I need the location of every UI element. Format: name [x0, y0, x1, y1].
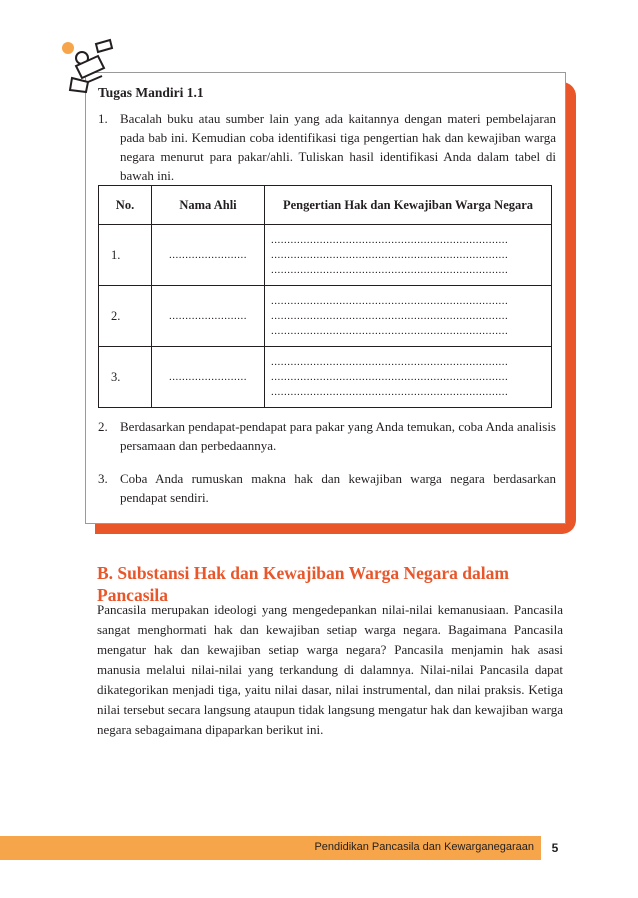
header-definition: Pengertian Hak dan Kewajiban Warga Negara [265, 186, 552, 225]
table-row [99, 225, 552, 286]
definition-line: ......................................................................... [271, 248, 509, 261]
task-box [85, 72, 566, 524]
definition-line: ......................................................................... [271, 385, 509, 398]
header-name: Nama Ahli [152, 186, 265, 225]
table-row [99, 286, 552, 347]
definition-line: ......................................................................... [271, 355, 509, 368]
row-definition [265, 286, 552, 347]
task-item-3-number: 3. [98, 471, 108, 486]
row-name: ........................ [152, 286, 265, 347]
definition-line: ......................................................................... [271, 370, 509, 383]
section-body: Pancasila merupakan ideologi yang mengedepankan nilai-nilai kemanusiaan. Pancasila sangat menghormati hak dan kewajiban setiap warga negara. Bagaimana Pancasila mengatur hak dan kewajiban setiap warga negara? Pancasila menjamin hak asasi manusia melalui nilai-nilai yang terkandung di dalamnya. Nilai-nilai Pancasila dapat dikategorikan menjadi tiga, yaitu nilai dasar, nilai instrumental, dan nilai praksis. Ketiga nilai tersebut secara langsung ataupun tidak langsung mengatur hak dan kewajiban warga negara sebagaimana dipaparkan berikut ini. [97, 602, 563, 737]
task-item-2-number: 2. [98, 419, 108, 434]
task-item-1-number: 1. [98, 111, 108, 126]
row-name: ........................ [152, 347, 265, 408]
row-name: ........................ [152, 225, 265, 286]
table-row [99, 347, 552, 408]
section-title: B. Substansi Hak dan Kewajiban Warga Negara dalam Pancasila [97, 563, 509, 605]
row-no: 3. [99, 347, 152, 408]
page-number: 5 [541, 836, 569, 860]
row-no: 2. [99, 286, 152, 347]
definition-line: ......................................................................... [271, 263, 509, 276]
expert-table [98, 185, 552, 408]
book-title: Pendidikan Pancasila dan Kewarganegaraan [314, 841, 534, 853]
task-item-3-text: Coba Anda rumuskan makna hak dan kewajiban warga negara berdasarkan pendapat sendiri. [120, 471, 556, 505]
task-item-2-text: Berdasarkan pendapat-pendapat para pakar yang Anda temukan, coba Anda analisis persamaan dan perbedaannya. [120, 419, 556, 453]
header-no: No. [99, 186, 152, 225]
row-definition [265, 225, 552, 286]
table-header-row [99, 186, 552, 225]
row-no: 1. [99, 225, 152, 286]
row-definition [265, 347, 552, 408]
task-item-1-text: Bacalah buku atau sumber lain yang ada kaitannya dengan materi pembelajaran pada bab ini. Kemudian coba identifikasi tiga pengertian hak dan kewajiban warga negara menurut para pakar/ahli. Tuliskan hasil identifikasi Anda dalam tabel di bawah ini. [120, 111, 556, 183]
definition-line: ......................................................................... [271, 233, 509, 246]
definition-line: ......................................................................... [271, 294, 509, 307]
definition-line: ......................................................................... [271, 309, 509, 322]
definition-line: ......................................................................... [271, 324, 509, 337]
task-title: Tugas Mandiri 1.1 [98, 85, 204, 100]
student-writing-icon [58, 38, 118, 96]
